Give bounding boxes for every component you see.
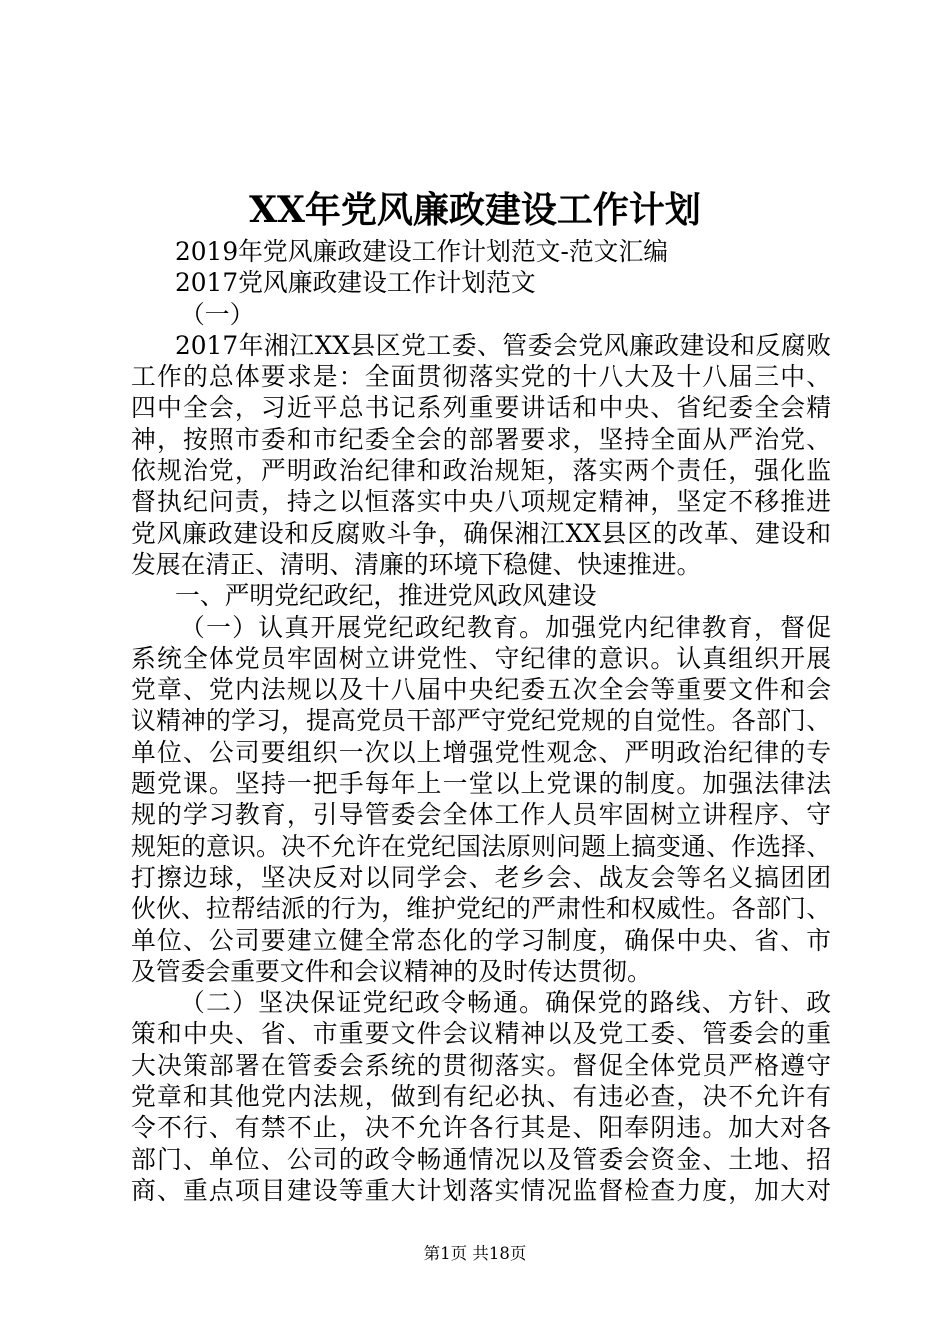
paragraph-line: 策和中央、省、市重要文件会议精神以及党工委、管委会的重 bbox=[131, 1019, 831, 1049]
section-marker: （一） bbox=[180, 299, 255, 329]
paragraph-line: 单位、公司要建立健全常态化的学习制度，确保中央、省、市 bbox=[131, 925, 831, 955]
paragraph-line: 四中全会，习近平总书记系列重要讲话和中央、省纪委全会精 bbox=[131, 393, 831, 423]
paragraph-line: 依规治党，严明政治纪律和政治规矩，落实两个责任，强化监 bbox=[131, 456, 831, 486]
paragraph-line: 工作的总体要求是：全面贯彻落实党的十八大及十八届三中、 bbox=[131, 362, 831, 392]
paragraph-line: 议精神的学习，提高党员干部严守党纪党规的自觉性。各部门、 bbox=[131, 706, 831, 736]
paragraph-line: 大决策部署在管委会系统的贯彻落实。督促全体党员严格遵守 bbox=[131, 1050, 831, 1080]
page-number: 第1页 共18页 bbox=[423, 1244, 527, 1263]
paragraph-line: 神，按照市委和市纪委全会的部署要求，坚持全面从严治党、 bbox=[131, 424, 831, 454]
paragraph-line: 伙伙、拉帮结派的行为，维护党纪的严肃性和权威性。各部门、 bbox=[131, 894, 831, 924]
paragraph-line: 党章和其他党内法规，做到有纪必执、有违必查，决不允许有 bbox=[131, 1082, 831, 1112]
paragraph-line: 部门、单位、公司的政令畅通情况以及管委会资金、土地、招 bbox=[131, 1144, 831, 1174]
subtitle-line: 2019年党风廉政建设工作计划范文-范文汇编 bbox=[175, 237, 669, 266]
document-title: XX年党风廉政建设工作计划 bbox=[249, 189, 701, 231]
paragraph-line: 及管委会重要文件和会议精神的及时传达贯彻。 bbox=[131, 956, 652, 986]
section-heading: 一、严明党纪政纪，推进党风政风建设 bbox=[175, 581, 597, 611]
subtitle-line: 2017党风廉政建设工作计划范文 bbox=[175, 268, 536, 298]
paragraph-line: 规的学习教育，引导管委会全体工作人员牢固树立讲程序、守 bbox=[131, 800, 831, 830]
paragraph-line: 党风廉政建设和反腐败斗争，确保湘江XX县区的改革、建设和 bbox=[131, 518, 831, 548]
paragraph-line: 单位、公司要组织一次以上增强党性观念、严明政治纪律的专 bbox=[131, 737, 831, 767]
paragraph-line: 党章、党内法规以及十八届中央纪委五次全会等重要文件和会 bbox=[131, 675, 831, 705]
paragraph-line: （一）认真开展党纪政纪教育。加强党内纪律教育，督促 bbox=[180, 612, 831, 642]
paragraph-line: 令不行、有禁不止，决不允许各行其是、阳奉阴违。加大对各 bbox=[131, 1113, 831, 1143]
paragraph-line: 题党课。坚持一把手每年上一堂以上党课的制度。加强法律法 bbox=[131, 769, 831, 799]
paragraph-line: 商、重点项目建设等重大计划落实情况监督检查力度，加大对 bbox=[131, 1175, 831, 1205]
paragraph-line: 规矩的意识。决不允许在党纪国法原则问题上搞变通、作选择、 bbox=[131, 831, 831, 861]
paragraph-line: 发展在清正、清明、清廉的环境下稳健、快速推进。 bbox=[131, 549, 702, 579]
paragraph-line: 督执纪问责，持之以恒落实中央八项规定精神，坚定不移推进 bbox=[131, 487, 831, 517]
paragraph-line: 系统全体党员牢固树立讲党性、守纪律的意识。认真组织开展 bbox=[131, 643, 831, 673]
paragraph-line: （二）坚决保证党纪政令畅通。确保党的路线、方针、政 bbox=[180, 988, 831, 1018]
paragraph-line: 2017年湘江XX县区党工委、管委会党风廉政建设和反腐败 bbox=[175, 330, 831, 360]
paragraph-line: 打擦边球，坚决反对以同学会、老乡会、战友会等名义搞团团 bbox=[131, 862, 831, 892]
document-body bbox=[131, 236, 831, 1206]
